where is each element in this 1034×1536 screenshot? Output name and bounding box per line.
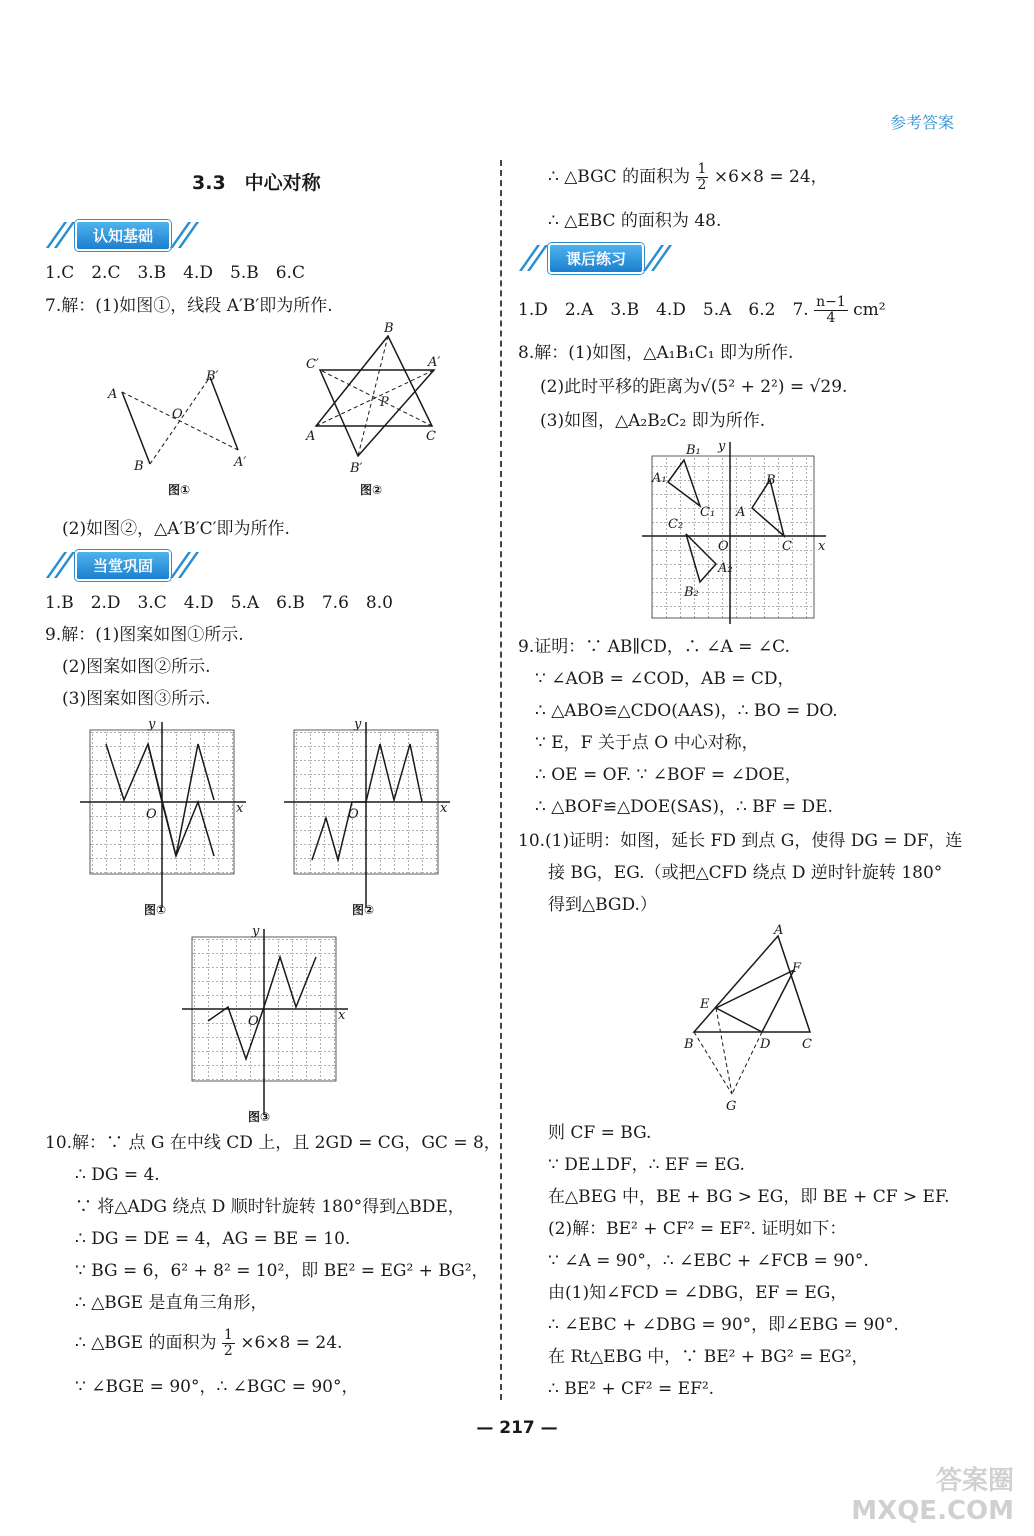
svg-text:C: C <box>802 1037 812 1052</box>
fraction-half: $\frac{1}{2}$ <box>697 161 707 193</box>
svg-text:B: B <box>684 1037 694 1052</box>
badge-label: 当堂巩固 <box>75 550 171 581</box>
watermark-line: 答案圈 <box>935 1466 1014 1496</box>
svg-text:A₁: A₁ <box>652 471 667 486</box>
page-number: — 217 — <box>476 1418 558 1438</box>
answer-line: (2)此时平移的距离为√(5² + 2²) = √29. <box>540 377 848 397</box>
svg-text:O: O <box>172 407 183 422</box>
answer-line: 9.证明：∵ AB∥CD，∴ ∠A = ∠C. <box>518 637 790 657</box>
svg-text:A′: A′ <box>234 455 247 470</box>
answer-text: ∴ △BGC 的面积为 <box>548 167 691 187</box>
svg-text:O: O <box>248 1014 259 1029</box>
answer-line: ∴ DG = 4. <box>75 1165 160 1185</box>
triangle-figure <box>678 918 838 1118</box>
grid-3-caption: 图③ <box>248 1110 271 1124</box>
svg-text:B₁: B₁ <box>686 443 701 458</box>
answer-line: 1.B 2.D 3.C 4.D 5.A 6.B 7.6 8.0 <box>45 593 393 613</box>
svg-text:P: P <box>380 395 389 410</box>
svg-text:x: x <box>338 1008 346 1023</box>
svg-text:B′: B′ <box>350 461 363 476</box>
answer-line: ∵ E，F 关于点 O 中心对称， <box>535 733 759 753</box>
svg-text:D: D <box>760 1037 771 1052</box>
translation-grid-figure <box>638 438 838 628</box>
answer-line: ∵ 将△ADG 绕点 D 顺时针旋转 180°得到△BDE， <box>75 1197 465 1217</box>
answer-line: 在 Rt△EBG 中，∵ BE² + BG² = EG²， <box>548 1347 869 1367</box>
section-badge-homework <box>518 243 674 273</box>
svg-text:y: y <box>148 718 156 732</box>
answer-line: ∴ DG = DE = 4，AG = BE = 10. <box>75 1229 351 1249</box>
answer-line: ∵ ∠BGE = 90°，∴ ∠BGC = 90°， <box>75 1377 359 1397</box>
fraction-n: $\frac{n-1}{4}$ <box>816 294 846 326</box>
svg-text:B′: B′ <box>206 369 219 384</box>
answer-line: 8.解：(1)如图，△A₁B₁C₁ 即为所作. <box>518 343 794 363</box>
answer-line: ∴ △ABO≌△CDO(AAS)，∴ BO = DO. <box>535 701 838 721</box>
figure-1-caption: 图① <box>168 483 191 497</box>
answer-line <box>518 295 886 326</box>
svg-text:E: E <box>700 997 710 1012</box>
svg-text:O: O <box>718 539 729 554</box>
svg-text:F: F <box>792 961 802 976</box>
svg-text:C₁: C₁ <box>700 505 716 520</box>
answer-line: 1.C 2.C 3.B 4.D 5.B 6.C <box>45 263 305 283</box>
answer-text: ×6×8 = 24. <box>240 1333 343 1353</box>
answer-line: 10.解：∵ 点 G 在中线 CD 上，且 2GD = CG，GC = 8， <box>45 1133 501 1153</box>
answer-line: ∴ BE² + CF² = EF². <box>548 1379 715 1399</box>
badge-label: 课后练习 <box>548 243 644 274</box>
svg-text:B: B <box>766 473 776 488</box>
grid-2-caption: 图② <box>352 903 375 917</box>
svg-text:C₂: C₂ <box>668 517 684 532</box>
answer-line: (2)解：BE² + CF² = EF². 证明如下： <box>548 1219 847 1239</box>
svg-text:C: C <box>426 429 436 444</box>
svg-text:A: A <box>774 923 784 938</box>
svg-text:B: B <box>384 321 394 336</box>
svg-text:B₂: B₂ <box>684 585 699 600</box>
svg-text:C: C <box>782 539 792 554</box>
svg-text:x: x <box>236 801 244 816</box>
grid-1-caption: 图① <box>144 903 167 917</box>
answer-text: ∴ △BGE 的面积为 <box>75 1333 217 1353</box>
answer-line: 10.(1)证明：如图，延长 FD 到点 G，使得 DG = DF，连 <box>518 831 963 851</box>
answer-line: ∴ △EBC 的面积为 48. <box>548 211 722 231</box>
header-tag: 参考答案 <box>889 113 954 132</box>
svg-text:y: y <box>718 439 726 454</box>
watermark-line: MXQE.COM <box>851 1496 1014 1526</box>
answer-line: ∴ OE = OF. ∵ ∠BOF = ∠DOE， <box>535 765 802 785</box>
answer-line: 9.解：(1)图案如图①所示. <box>45 625 244 645</box>
answer-line: 得到△BGD.） <box>548 895 657 915</box>
svg-text:A′: A′ <box>428 355 441 370</box>
svg-text:A: A <box>736 505 746 520</box>
answer-line: ∴ △BGE 是直角三角形， <box>75 1293 268 1313</box>
figure-2-caption: 图② <box>360 483 383 497</box>
svg-text:y: y <box>354 718 362 732</box>
answer-line <box>75 1328 342 1359</box>
svg-text:G: G <box>726 1099 737 1114</box>
answer-line: (2)图案如图②所示. <box>62 657 211 677</box>
answer-line: (3)如图，△A₂B₂C₂ 即为所作. <box>540 411 766 431</box>
section-badge-basics <box>45 220 201 250</box>
svg-text:A: A <box>306 429 316 444</box>
watermark-logo <box>851 1466 1014 1526</box>
answer-text: cm² <box>853 300 886 320</box>
svg-text:x: x <box>818 539 826 554</box>
answer-line: ∵ BG = 6，6² + 8² = 10²，即 BE² = EG² + BG²， <box>75 1261 489 1281</box>
grid-figure-3 <box>180 925 350 1125</box>
svg-text:C′: C′ <box>306 357 319 372</box>
figure-1-segment <box>100 322 270 502</box>
answer-line: ∵ ∠A = 90°，∴ ∠EBC + ∠FCB = 90°. <box>548 1251 869 1271</box>
svg-text:x: x <box>440 801 448 816</box>
answer-line: ∵ ∠AOB = ∠COD，AB = CD， <box>535 669 795 689</box>
answer-line: (3)图案如图③所示. <box>62 689 211 709</box>
svg-text:O: O <box>146 807 157 822</box>
answer-line: ∵ DE⊥DF，∴ EF = EG. <box>548 1155 745 1175</box>
svg-text:A₂: A₂ <box>718 561 733 576</box>
figure-2-triangles <box>300 318 460 503</box>
answer-line: 在△BEG 中，BE + BG > EG，即 BE + CF > EF. <box>548 1187 950 1207</box>
answer-line: 接 BG，EG.（或把△CFD 绕点 D 逆时针旋转 180° <box>548 863 943 883</box>
fraction-half: $\frac{1}{2}$ <box>223 1327 233 1359</box>
section-title: 3.3 中心对称 <box>192 172 321 194</box>
svg-text:y: y <box>252 925 260 939</box>
svg-text:A: A <box>108 387 118 402</box>
answer-line: (2)如图②，△A′B′C′即为所作. <box>62 519 290 539</box>
answer-text: 1.D 2.A 3.B 4.D 5.A 6.2 7. <box>518 300 809 320</box>
answer-line <box>548 162 828 193</box>
answer-line: ∴ △BOF≌△DOE(SAS)，∴ BF = DE. <box>535 797 833 817</box>
badge-label: 认知基础 <box>75 220 171 251</box>
answer-line: 由(1)知∠FCD = ∠DBG，EF = EG， <box>548 1283 848 1303</box>
column-divider <box>500 160 502 1400</box>
answer-text: ×6×8 = 24， <box>713 167 828 187</box>
answer-line: 则 CF = BG. <box>548 1123 652 1143</box>
svg-text:B: B <box>134 459 144 474</box>
grid-figure-2 <box>282 718 452 918</box>
answer-line: ∴ ∠EBC + ∠DBG = 90°，即∠EBG = 90°. <box>548 1315 899 1335</box>
answer-line: 7.解：(1)如图①，线段 A′B′即为所作. <box>45 296 333 316</box>
svg-text:O: O <box>348 807 359 822</box>
section-badge-consolidate <box>45 550 201 580</box>
grid-figure-1 <box>78 718 248 918</box>
